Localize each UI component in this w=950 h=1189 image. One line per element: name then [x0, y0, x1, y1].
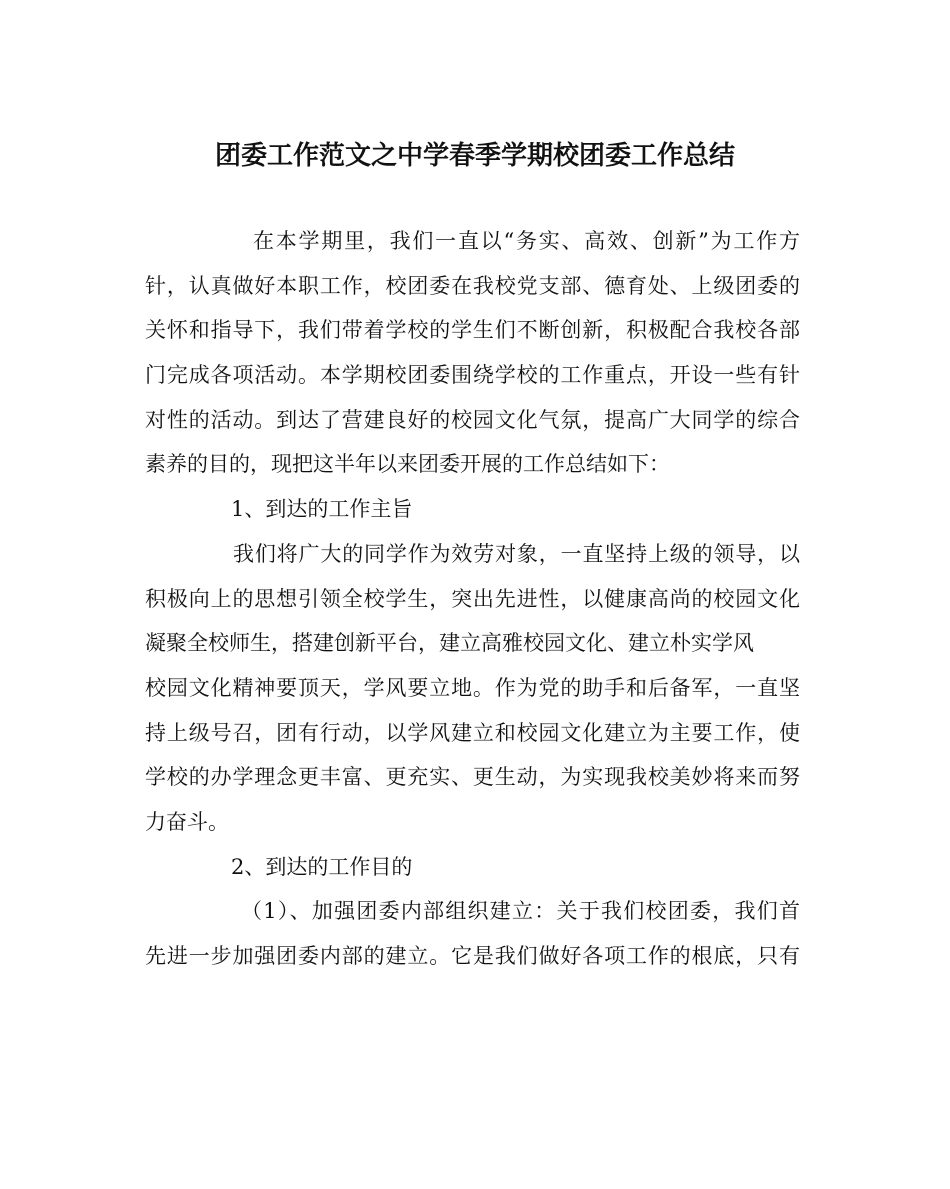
paragraph-line: 先进一步加强团委内部的建立。它是我们做好各项工作的根底，只有 — [145, 944, 800, 968]
paragraph-line: 持上级号召，团有行动，以学风建立和校园文化建立为主要工作，使 — [145, 720, 800, 745]
document-title: 团委工作范文之中学春季学期校团委工作总结 — [214, 141, 735, 171]
paragraph-line: 关怀和指导下，我们带着学校的学生们不断创新，积极配合我校各部 — [145, 318, 800, 343]
paragraph-line: 素养的目的，现把这半年以来团委开展的工作总结如下： — [145, 452, 670, 477]
paragraph-line: 学校的办学理念更丰富、更充实、更生动，为实现我校美妙将来而努 — [145, 765, 800, 790]
paragraph-line: 对性的活动。到达了营建良好的校园文化气氛，提高广大同学的综合 — [145, 407, 800, 432]
paragraph-line: （1）、加强团委内部组织建立：关于我们校团委，我们首 — [241, 899, 800, 924]
paragraph-line: 门完成各项活动。本学期校团委围绕学校的工作重点，开设一些有针 — [145, 363, 800, 388]
paragraph-line: 针，认真做好本职工作，校团委在我校党支部、德育处、上级团委的 — [145, 273, 800, 298]
paragraph-line: 校园文化精神要顶天，学风要立地。作为党的助手和后备军，一直坚 — [145, 675, 800, 700]
paragraph-line: 积极向上的思想引领全校学生，突出先进性，以健康高尚的校园文化 — [145, 586, 800, 611]
paragraph-line: 我们将广大的同学作为效劳对象，一直坚持上级的领导，以 — [233, 541, 800, 566]
document-body — [145, 219, 800, 979]
paragraph-line: 凝聚全校师生，搭建创新平台，建立高雅校园文化、建立朴实学风 — [145, 631, 754, 656]
paragraph-line: 在本学期里，我们一直以“务实、高效、创新”为工作方 — [253, 229, 800, 253]
section-heading: 2、到达的工作目的 — [231, 854, 413, 879]
paragraph-line: 力奋斗。 — [145, 809, 229, 834]
section-heading: 1、到达的工作主旨 — [231, 497, 413, 522]
